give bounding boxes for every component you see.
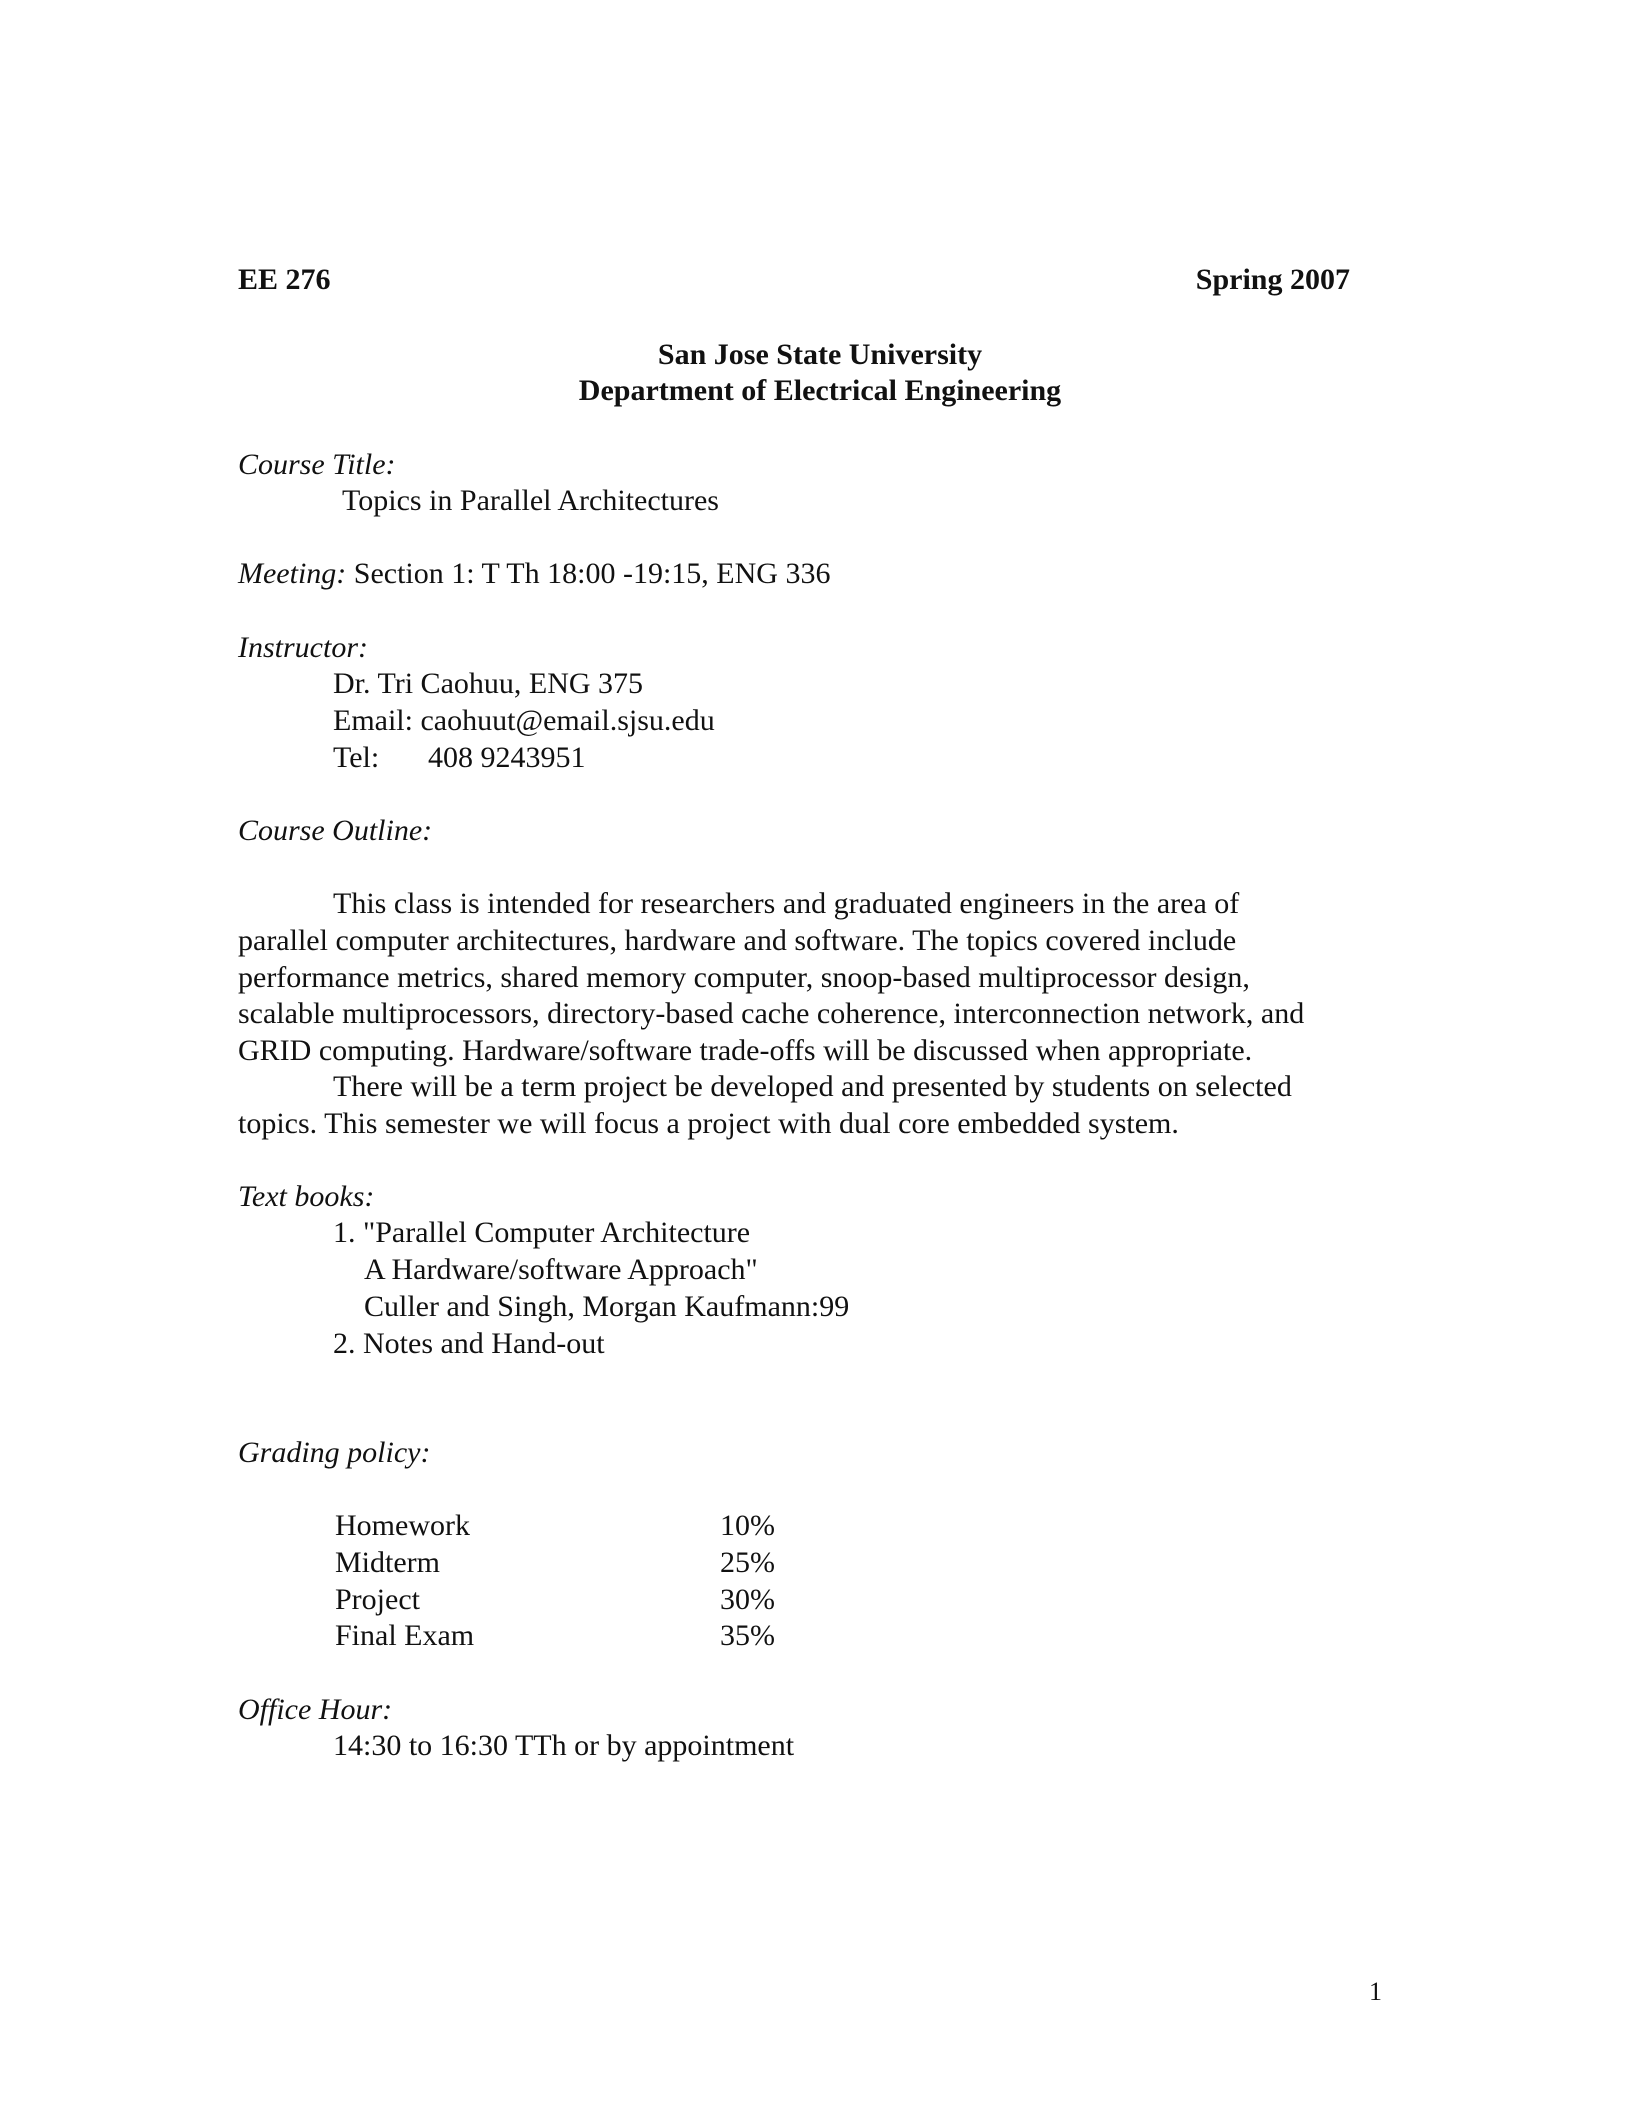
outline-line: GRID computing. Hardware/software trade-offs will be discussed when appropriate. <box>238 1034 1253 1067</box>
grade-item-value: 25% <box>720 1546 775 1579</box>
grade-item-name: Homework <box>335 1509 470 1542</box>
textbook-line: A Hardware/software Approach" <box>364 1253 758 1286</box>
grade-item-name: Project <box>335 1583 420 1616</box>
meeting-line <box>238 557 830 591</box>
grade-item-name: Midterm <box>335 1546 440 1579</box>
textbook-line: 1. "Parallel Computer Architecture <box>333 1216 751 1249</box>
course-code: EE 276 <box>238 263 331 296</box>
grade-item-name: Final Exam <box>335 1619 475 1652</box>
office-hour-label: Office Hour: <box>238 1693 393 1726</box>
outline-line: There will be a term project be developed and presented by students on selected <box>333 1070 1292 1103</box>
page-number: 1 <box>1369 1977 1382 2006</box>
term: Spring 2007 <box>1195 263 1350 296</box>
textbook-line: 2. Notes and Hand-out <box>333 1327 605 1360</box>
department-name: Department of Electrical Engineering <box>578 374 1062 407</box>
instructor-tel-label: Tel: <box>333 741 380 774</box>
university-name: San Jose State University <box>657 338 983 371</box>
textbook-line: Culler and Singh, Morgan Kaufmann:99 <box>364 1290 850 1323</box>
outline-line: scalable multiprocessors, directory-based cache coherence, interconnection network, and <box>238 997 1305 1030</box>
outline-line: performance metrics, shared memory computer, snoop-based multiprocessor design, <box>238 961 1250 994</box>
meeting-label: Meeting: <box>238 557 347 590</box>
outline-line: This class is intended for researchers and graduated engineers in the area of <box>333 887 1240 920</box>
textbooks-label: Text books: <box>238 1180 375 1213</box>
grade-item-value: 30% <box>720 1583 775 1616</box>
course-outline-label: Course Outline: <box>238 814 433 847</box>
outline-line: parallel computer architectures, hardware and software. The topics covered include <box>238 924 1237 957</box>
instructor-name: Dr. Tri Caohuu, ENG 375 <box>333 667 644 700</box>
grade-item-value: 35% <box>720 1619 775 1652</box>
course-title-label: Course Title: <box>238 448 396 481</box>
course-title-value: Topics in Parallel Architectures <box>342 484 719 517</box>
instructor-email: Email: caohuut@email.sjsu.edu <box>333 704 715 737</box>
instructor-label: Instructor: <box>238 631 368 664</box>
instructor-tel-value: 408 9243951 <box>428 741 586 774</box>
office-hour-value: 14:30 to 16:30 TTh or by appointment <box>333 1729 795 1762</box>
grade-item-value: 10% <box>720 1509 775 1542</box>
grading-policy-label: Grading policy: <box>238 1436 431 1469</box>
outline-line: topics. This semester we will focus a project with dual core embedded system. <box>238 1107 1179 1140</box>
meeting-value: Section 1: T Th 18:00 -19:15, ENG 336 <box>346 557 831 590</box>
